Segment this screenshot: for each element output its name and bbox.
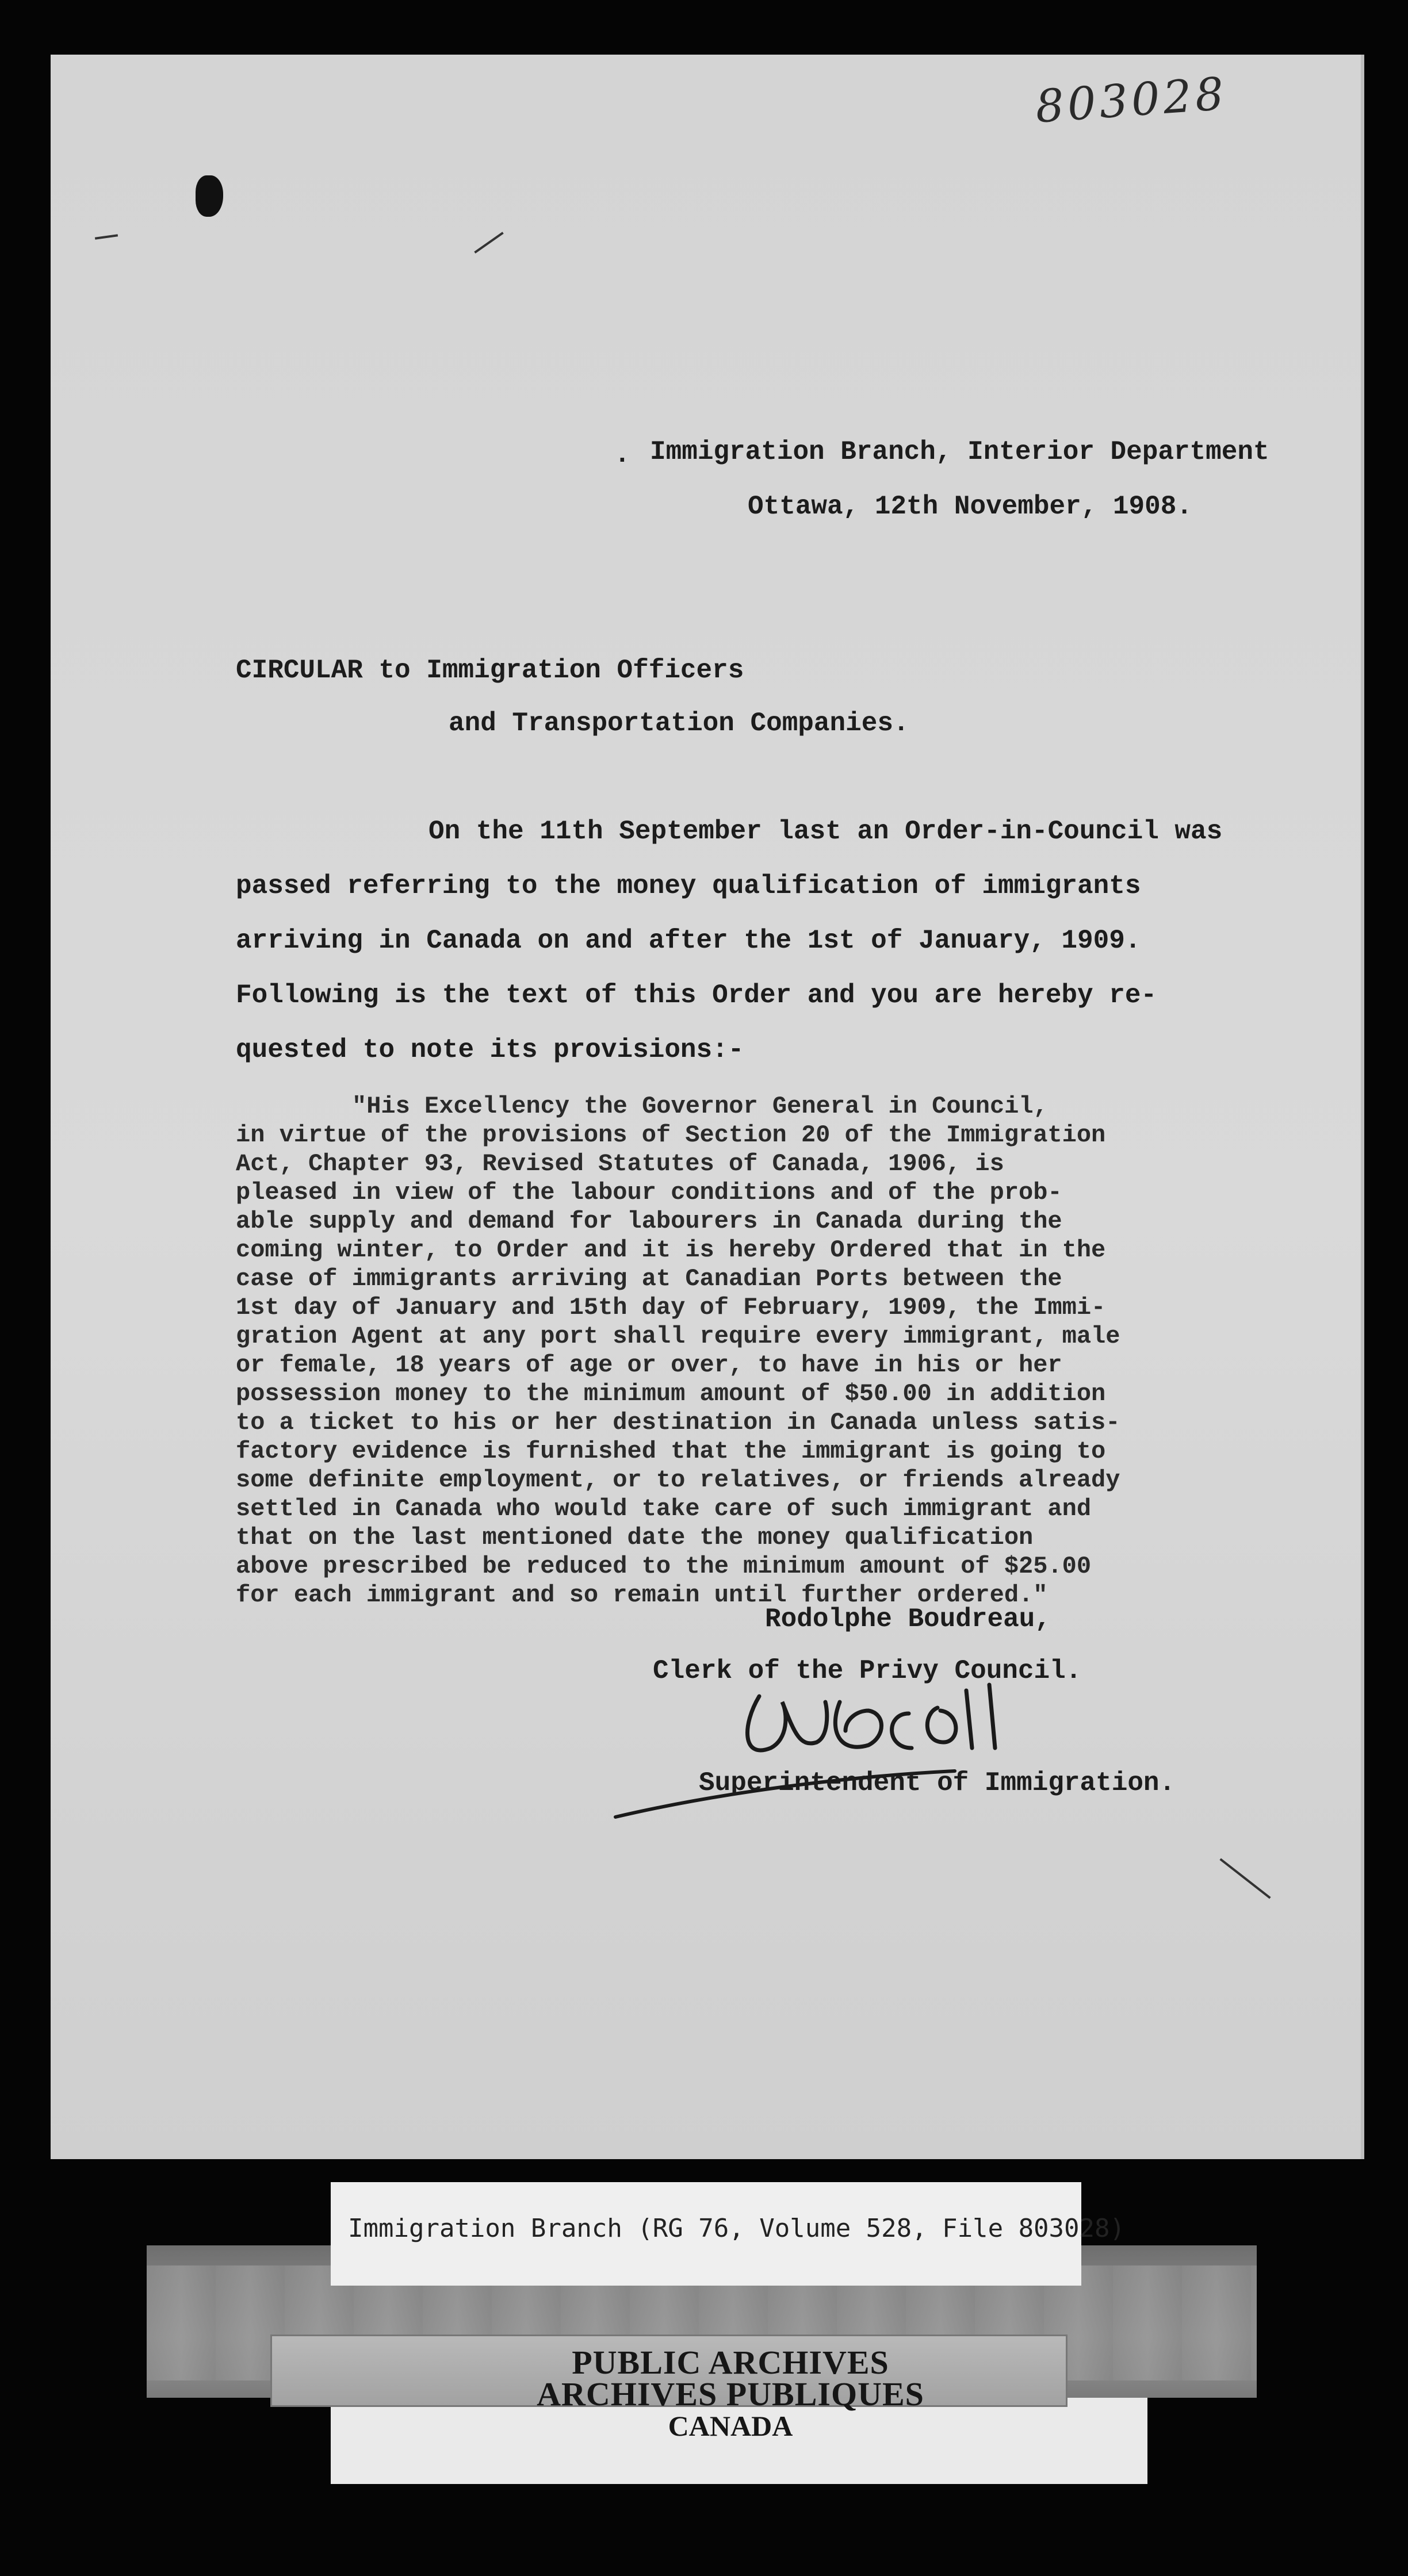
- ink-blot: [196, 175, 223, 217]
- quote-line: possession money to the minimum amount of $50.00 in addition: [236, 1380, 1106, 1408]
- quote-line: coming winter, to Order and it is hereby Ordered that in the: [236, 1236, 1106, 1264]
- signoff-title: Clerk of the Privy Council.: [653, 1656, 1082, 1686]
- quote-line: or female, 18 years of age or over, to have in his or her: [236, 1351, 1062, 1379]
- quote-line: case of immigrants arriving at Canadian Ports between the: [236, 1265, 1062, 1293]
- quote-line: pleased in view of the labour conditions and of the prob-: [236, 1179, 1062, 1206]
- quote-line: some definite employment, or to relatives, or friends already: [236, 1466, 1120, 1494]
- quote-line: in virtue of the provisions of Section 20 of the Immigration: [236, 1121, 1106, 1149]
- file-number-handwritten: 803028: [1034, 68, 1229, 133]
- quote-line: able supply and demand for labourers in Canada during the: [236, 1208, 1062, 1235]
- archive-label-card: [331, 2182, 1126, 2286]
- stamp-line-public-archives: PUBLIC ARCHIVES: [572, 2344, 889, 2381]
- quote-line: factory evidence is furnished that the immigrant is going to: [236, 1438, 1106, 1465]
- header-place-date: Ottawa, 12th November, 1908.: [748, 492, 1192, 522]
- handwritten-signature: [598, 1679, 1127, 1828]
- header-dot: .: [614, 440, 630, 470]
- body-line: quested to note its provisions:-: [236, 1035, 744, 1065]
- quote-line: to a ticket to his or her destination in Canada unless satis-: [236, 1409, 1120, 1436]
- quote-line: settled in Canada who would take care of such immigrant and: [236, 1495, 1092, 1523]
- stamp-line-canada: CANADA: [668, 2410, 793, 2442]
- circular-address-line1: CIRCULAR to Immigration Officers: [236, 656, 744, 685]
- archive-reference: Immigration Branch (RG 76, Volume 528, File 803028): [348, 2214, 1126, 2243]
- quote-line: that on the last mentioned date the money qualification: [236, 1524, 1034, 1551]
- stamp-line-archives-publiques: ARCHIVES PUBLIQUES: [537, 2375, 924, 2413]
- quote-line: for each immigrant and so remain until further ordered.": [236, 1581, 1048, 1609]
- body-line: passed referring to the money qualification of immigrants: [236, 871, 1141, 901]
- quote-line: gration Agent at any port shall require every immigrant, male: [236, 1322, 1120, 1350]
- quote-line: above prescribed be reduced to the minimum amount of $25.00: [236, 1552, 1092, 1580]
- body-line: On the 11th September last an Order-in-Council was: [428, 816, 1223, 846]
- circular-address-line2: and Transportation Companies.: [449, 708, 909, 738]
- header-department: Immigration Branch, Interior Department: [650, 437, 1269, 467]
- signature-title: Superintendent of Immigration.: [699, 1768, 1176, 1798]
- quote-line: Act, Chapter 93, Revised Statutes of Canada, 1906, is: [236, 1150, 1004, 1178]
- signoff-name: Rodolphe Boudreau,: [765, 1604, 1051, 1634]
- quote-line: "His Excellency the Governor General in Council,: [352, 1092, 1048, 1120]
- body-line: arriving in Canada on and after the 1st of January, 1909.: [236, 926, 1141, 956]
- body-line: Following is the text of this Order and you are hereby re-: [236, 980, 1157, 1010]
- quote-line: 1st day of January and 15th day of February, 1909, the Immi-: [236, 1294, 1106, 1321]
